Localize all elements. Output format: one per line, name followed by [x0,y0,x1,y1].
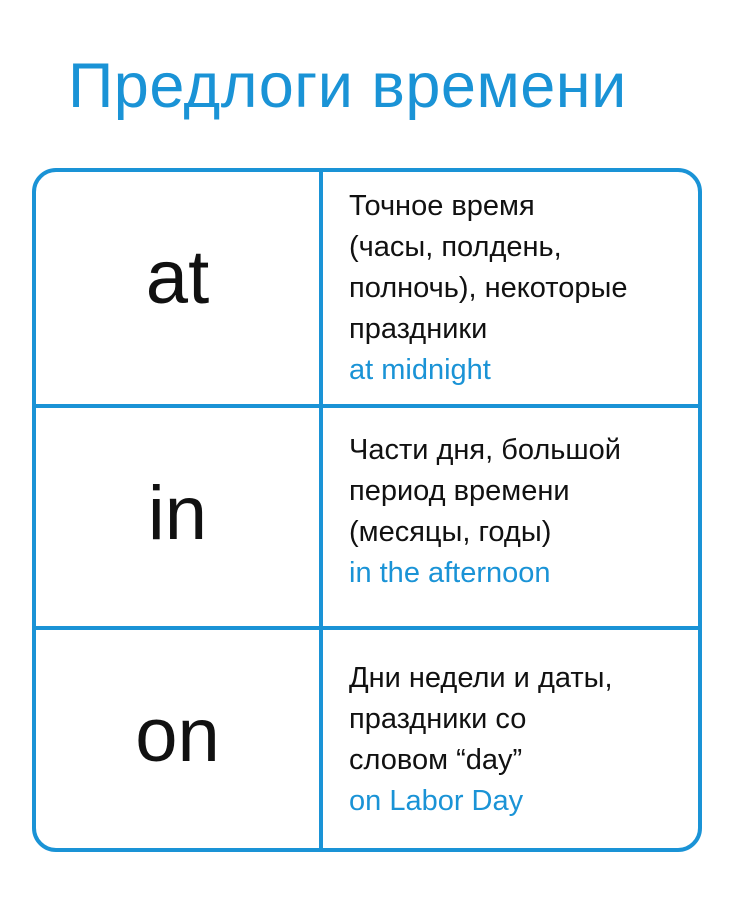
preposition-at: at [145,235,210,320]
description-text-in: Части дня, большой период времени (месяцы, годы) [349,434,621,548]
prepositions-table [32,168,702,852]
description-text-on: Дни недели и даты, праздники со словом “day” [349,662,613,776]
page-title: Предлоги времени [68,51,627,121]
description-cell-on [349,658,688,822]
description-cell-at [349,186,688,391]
table-row-at [36,172,698,404]
table-row-in [36,404,698,626]
column-divider [319,408,323,626]
column-divider [319,172,323,404]
example-text-in: in the afternoon [349,557,551,589]
preposition-in: in [147,471,208,556]
example-text-at: at midnight [349,354,491,386]
column-divider [319,630,323,848]
table-row-on [36,626,698,848]
description-cell-in [349,430,688,594]
example-text-on: on Labor Day [349,785,524,817]
preposition-on: on [135,693,220,778]
description-text-at: Точное время (часы, полдень, полночь), некоторые праздники [349,190,628,345]
